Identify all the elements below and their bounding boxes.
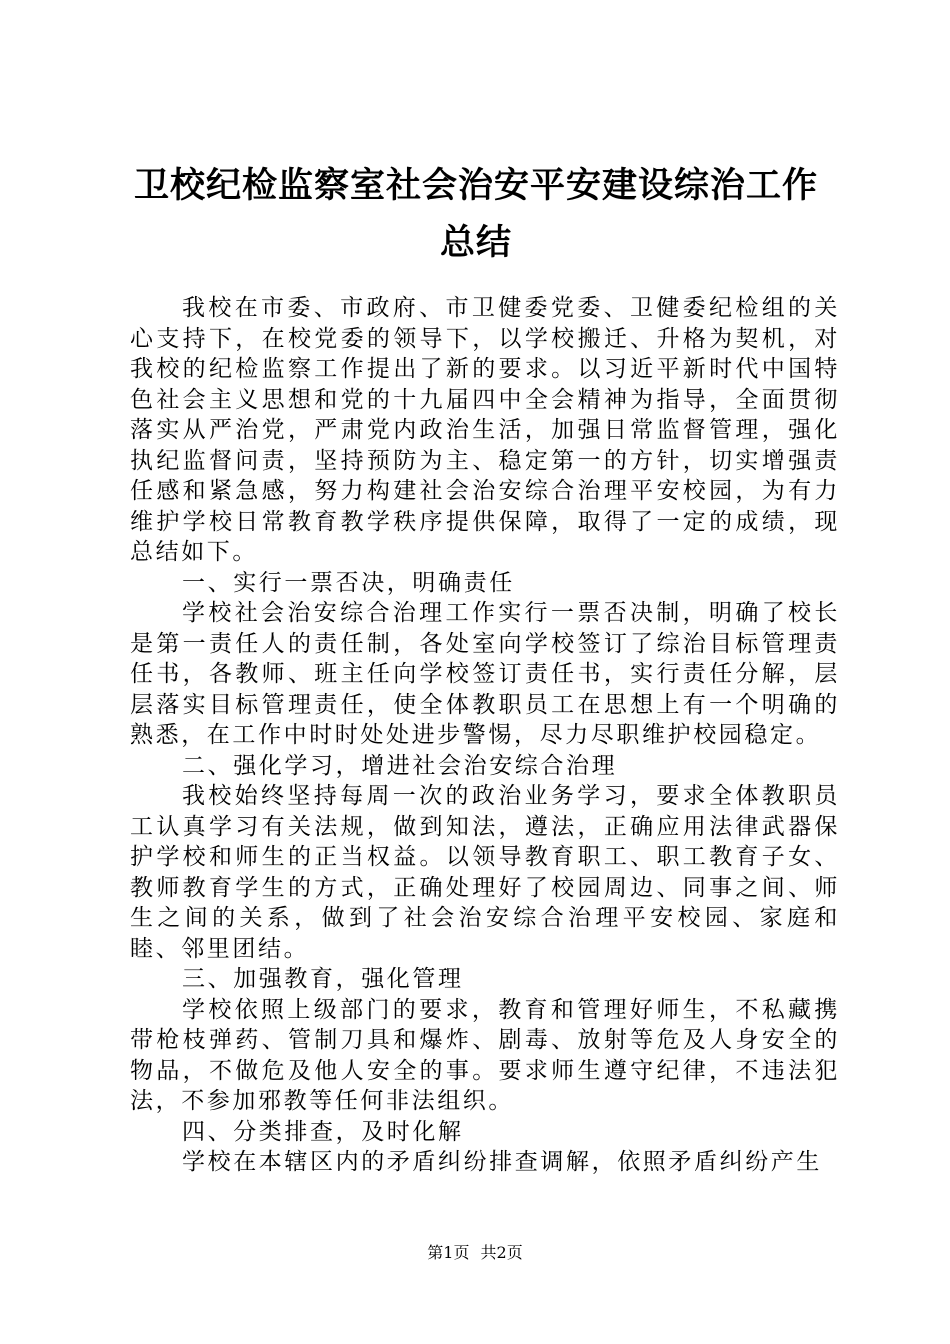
section-heading-2: 二、强化学习，增进社会治安综合治理 [182,752,618,779]
section-heading-3: 三、加强教育，强化管理 [182,966,464,992]
paragraph-section-1: 学校社会治安综合治理工作实行一票否决制，明确了校长是第一责任人的责任制，各处室向学校签订了综治目标管理责任书，各教师、班主任向学校签订责任书，实行责任分解，层层落实目标管理责任，使全体教职员工在思想上有一个明确的熟悉，在工作中时时处处进步警惕，尽力尽职维护校园稳定。 [130,600,840,748]
document-body [130,293,840,1178]
page-footer [0,1243,950,1263]
page-total: 共2页 [480,1243,523,1262]
paragraph-intro: 我校在市委、市政府、市卫健委党委、卫健委纪检组的关心支持下，在校党委的领导下，以学校搬迁、升格为契机，对我校的纪检监察工作提出了新的要求。以习近平新时代中国特色社会主义思想和党的十九届四中全会精神为指导，全面贯彻落实从严治党，严肃党内政治生活，加强日常监督管理，强化执纪监督问责，坚持预防为主、稳定第一的方针，切实增强责任感和紧急感，努力构建社会治安综合治理平安校园，为有力维护学校日常教育教学秩序提供保障，取得了一定的成绩，现总结如下。 [130,295,840,565]
page-number: 第1页 [427,1243,470,1262]
paragraph-section-4: 学校在本辖区内的矛盾纠纷排查调解，依照矛盾纠纷产生 [182,1149,822,1175]
paragraph-section-3: 学校依照上级部门的要求，教育和管理好师生，不私藏携带枪枝弹药、管制刀具和爆炸、剧毒、放射等危及人身安全的物品，不做危及他人安全的事。要求师生遵守纪律，不违法犯法，不参加邪教等任何非法组织。 [130,996,840,1114]
section-heading-4: 四、分类排查，及时化解 [182,1118,464,1145]
paragraph-section-2: 我校始终坚持每周一次的政治业务学习，要求全体教职员工认真学习有关法规，做到知法，遵法，正确应用法律武器保护学校和师生的正当权益。以领导教育职工、职工教育子女、教师教育学生的方式，正确处理好了校园周边、同事之间、师生之间的关系，做到了社会治安综合治理平安校园、家庭和睦、邻里团结。 [130,783,840,962]
document-title: 卫校纪检监察室社会治安平安建设综治工作总结 [133,166,818,263]
section-heading-1: 一、实行一票否决，明确责任 [182,569,515,596]
